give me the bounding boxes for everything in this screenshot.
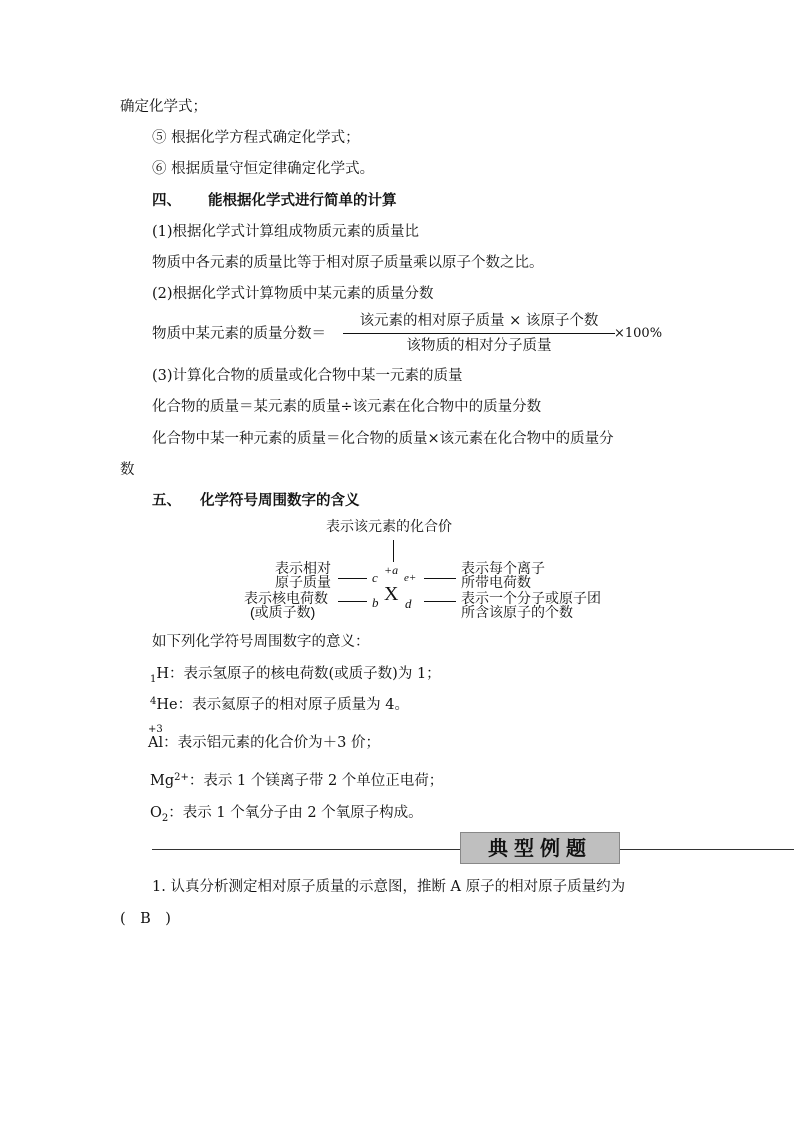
diagram-symbol-valence: +a: [384, 563, 399, 577]
diagram-symbol-mass: c: [372, 570, 378, 585]
superscript: 4: [150, 696, 157, 707]
section-banner: 典型例题: [460, 832, 620, 864]
subheading: (2)根据化学式计算物质中某元素的质量分数: [152, 286, 434, 302]
subscript: 2: [161, 813, 169, 824]
formula-tail: ×100%: [614, 326, 663, 341]
diagram-right-label: 所含该原子的个数: [461, 604, 573, 620]
diagram-left-label: 表示相对: [275, 560, 331, 576]
example-text: ：表示氢原子的核电荷数(或质子数)为 1；: [169, 666, 441, 682]
text-line: 化合物的质量＝某元素的质量÷该元素在化合物中的质量分数: [152, 399, 542, 415]
diagram-connector: [338, 601, 367, 602]
list-item: ⑥ 根据质量守恒定律确定化学式。: [152, 161, 375, 177]
diagram-left-label: 原子质量: [275, 574, 331, 590]
valence-mark: +3: [148, 724, 163, 735]
fraction-bar: [343, 333, 615, 334]
chem-symbol: He: [156, 697, 178, 713]
formula-fraction: [343, 312, 615, 356]
text-line: 确定化学式；: [120, 99, 207, 115]
section-heading: 化学符号周围数字的含义: [200, 492, 360, 509]
text-line: 化合物中某一种元素的质量＝化合物的质量×该元素在化合物中的质量分: [152, 431, 614, 447]
text-line: 数: [120, 462, 135, 478]
example-text: ：表示氦原子的相对原子质量为 4。: [177, 697, 409, 713]
diagram-element-symbol: X: [384, 583, 399, 605]
question-text: 1. 认真分析测定相对原子质量的示意图，推断 A 原子的相对原子质量约为: [152, 879, 626, 895]
example-al: [148, 724, 380, 752]
diagram-symbol-charge: e+: [404, 572, 417, 584]
chem-symbol: H: [156, 666, 170, 682]
diagram-left-label: (或质子数): [250, 604, 316, 620]
diagram-right-label: 所带电荷数: [461, 574, 531, 590]
formula-lhs: 物质中某元素的质量分数＝: [152, 326, 326, 342]
diagram-connector: [424, 601, 456, 602]
diagram-connector: [393, 540, 394, 562]
chem-symbol: O: [150, 805, 162, 821]
subscript: 1: [150, 674, 157, 685]
subheading: (3)计算化合物的质量或化合物中某一元素的质量: [152, 368, 463, 384]
formula-numerator: 该元素的相对原子质量 × 该原子个数: [359, 313, 599, 329]
example-text: ：表示 1 个氧分子由 2 个氧原子构成。: [168, 805, 423, 821]
example-text: ：表示 1 个镁离子带 2 个单位正电荷；: [188, 773, 444, 789]
subheading: (1)根据化学式计算组成物质元素的质量比: [152, 224, 420, 240]
example-mg: [150, 772, 443, 792]
diagram-top-label: 表示该元素的化合价: [326, 518, 452, 534]
diagram-symbol-count: d: [405, 596, 412, 611]
section-heading: 能根据化学式进行简单的计算: [208, 192, 397, 209]
chem-symbol: Al: [148, 735, 164, 751]
question-answer: ( B ): [120, 911, 171, 927]
diagram-symbol-number: b: [372, 595, 379, 610]
text-line: 物质中各元素的质量比等于相对原子质量乘以原子个数之比。: [152, 255, 544, 271]
section-number: 四、: [152, 192, 181, 209]
chem-symbol: Mg: [150, 773, 175, 789]
superscript: 2+: [174, 772, 189, 783]
diagram-right-label: 表示每个离子: [461, 560, 545, 576]
example-he: [150, 696, 409, 716]
list-item: ⑤ 根据化学方程式确定化学式；: [152, 130, 360, 146]
example-o: [150, 804, 423, 824]
diagram-right-label: 表示一个分子或原子团: [461, 590, 601, 606]
diagram-connector: [424, 578, 456, 579]
example-h: [150, 665, 441, 685]
text-line: 如下列化学符号周围数字的意义：: [152, 634, 370, 650]
diagram-left-label: 表示核电荷数: [244, 590, 328, 606]
formula-denominator: 该物质的相对分子质量: [406, 338, 552, 354]
section-number: 五、: [152, 492, 181, 509]
example-text: ：表示铝元素的化合价为＋3 价；: [163, 735, 380, 751]
diagram-connector: [338, 578, 367, 579]
